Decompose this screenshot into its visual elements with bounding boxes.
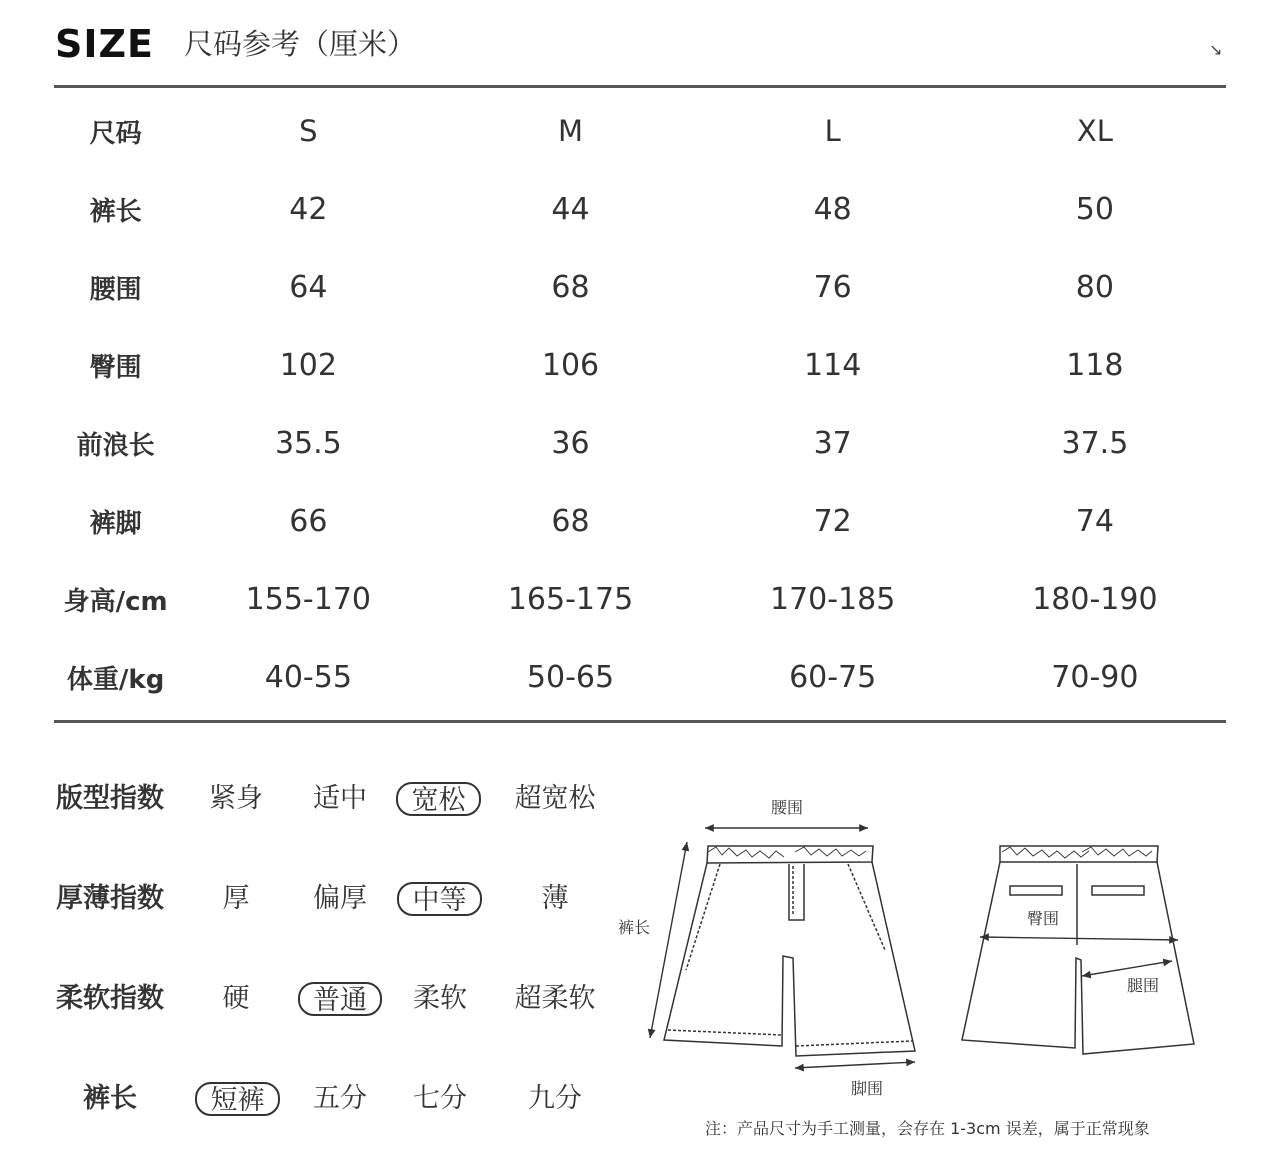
size-column-header: S: [299, 114, 318, 148]
thickness-option: 薄: [541, 883, 569, 914]
thickness-option: 厚: [222, 883, 250, 914]
table-row: [54, 404, 1226, 482]
shorts-front-view: [664, 846, 915, 1056]
table-cell: 114: [804, 347, 862, 383]
softness-option: 硬: [222, 983, 250, 1014]
arrow-down-right-icon: ↘: [1209, 40, 1223, 59]
hem-label: 脚围: [850, 1079, 884, 1098]
row-label: 体重/kg: [66, 664, 165, 695]
table-cell: 118: [1066, 347, 1124, 383]
fit-option: 紧身: [209, 783, 263, 814]
length-option: 七分: [413, 1083, 467, 1114]
table-cell: 42: [289, 191, 328, 227]
size-table: [54, 92, 1226, 716]
fit-option: 适中: [313, 783, 367, 814]
measurement-note: 注：产品尺寸为手工测量，会存在 1-3cm 误差，属于正常现象: [705, 1119, 1150, 1138]
softness-option-selected: 普通: [298, 982, 382, 1016]
softness-option: 超柔软: [514, 983, 596, 1014]
softness-option: 柔软: [413, 983, 467, 1014]
thigh-arrow: [1082, 961, 1172, 976]
bottom-divider: [54, 720, 1226, 723]
size-column-header: L: [824, 114, 841, 148]
table-row: [54, 248, 1226, 326]
table-cell: 37: [813, 425, 852, 461]
table-cell: 74: [1075, 503, 1114, 539]
size-heading: SIZE: [55, 22, 155, 66]
table-cell: 66: [289, 503, 328, 539]
table-cell: 76: [813, 269, 852, 305]
table-cell: 70-90: [1051, 659, 1139, 695]
table-cell: 165-175: [507, 581, 634, 617]
thickness-index-label: 厚薄指数: [56, 883, 164, 914]
table-row: [54, 560, 1226, 638]
table-cell: 35.5: [274, 425, 342, 461]
fit-index-label: 版型指数: [56, 783, 164, 814]
thickness-option-selected: 中等: [397, 882, 482, 916]
length-option-selected: 短裤: [195, 1082, 280, 1116]
table-cell: 36: [551, 425, 590, 461]
length-label-diagram: 裤长: [618, 918, 651, 937]
table-cell: 50: [1075, 191, 1114, 227]
row-label: 臀围: [89, 352, 142, 383]
table-cell: 64: [289, 269, 328, 305]
table-row: [54, 326, 1226, 404]
table-cell: 102: [279, 347, 337, 383]
length-option: 五分: [313, 1083, 367, 1114]
shorts-back-view: [962, 846, 1194, 1054]
table-cell: 80: [1075, 269, 1114, 305]
fit-option-selected: 宽松: [396, 782, 481, 816]
shorts-diagram: [600, 780, 1220, 1110]
table-cell: 180-190: [1032, 581, 1158, 617]
table-cell: 106: [541, 347, 600, 383]
hip-label: 臀围: [1026, 909, 1060, 928]
hip-arrow: [980, 937, 1178, 940]
table-cell: 155-170: [245, 581, 372, 617]
table-cell: 60-75: [789, 659, 877, 695]
table-header-row: [54, 92, 1226, 170]
table-cell: 72: [813, 503, 852, 539]
table-cell: 170-185: [770, 581, 896, 617]
hem-arrow: [795, 1062, 915, 1068]
size-column-header: M: [557, 114, 584, 148]
row-label: 尺码: [89, 118, 142, 149]
table-row: [54, 170, 1226, 248]
row-label: 裤脚: [89, 508, 142, 539]
row-label: 前浪长: [76, 430, 155, 461]
thickness-option: 偏厚: [313, 883, 367, 914]
top-divider: [54, 85, 1226, 88]
table-cell: 44: [551, 191, 590, 227]
size-column-header: XL: [1076, 114, 1113, 148]
row-label: 裤长: [89, 196, 142, 227]
table-row: [54, 482, 1226, 560]
table-cell: 40-55: [264, 659, 352, 695]
table-cell: 48: [813, 191, 852, 227]
table-cell: 50-65: [526, 659, 615, 695]
thigh-label: 腿围: [1126, 976, 1160, 995]
size-subtitle: 尺码参考（厘米）: [184, 27, 417, 61]
row-label: 身高/cm: [63, 586, 168, 617]
table-cell: 68: [551, 503, 590, 539]
row-label: 腰围: [89, 274, 142, 305]
table-row: [54, 638, 1226, 716]
fit-option: 超宽松: [514, 783, 596, 814]
table-cell: 37.5: [1061, 425, 1129, 461]
waist-label: 腰围: [770, 798, 804, 817]
length-arrow: [650, 842, 687, 1038]
table-cell: 68: [551, 269, 590, 305]
softness-index-label: 柔软指数: [56, 983, 164, 1014]
length-label: 裤长: [83, 1083, 137, 1114]
length-option: 九分: [528, 1083, 582, 1114]
